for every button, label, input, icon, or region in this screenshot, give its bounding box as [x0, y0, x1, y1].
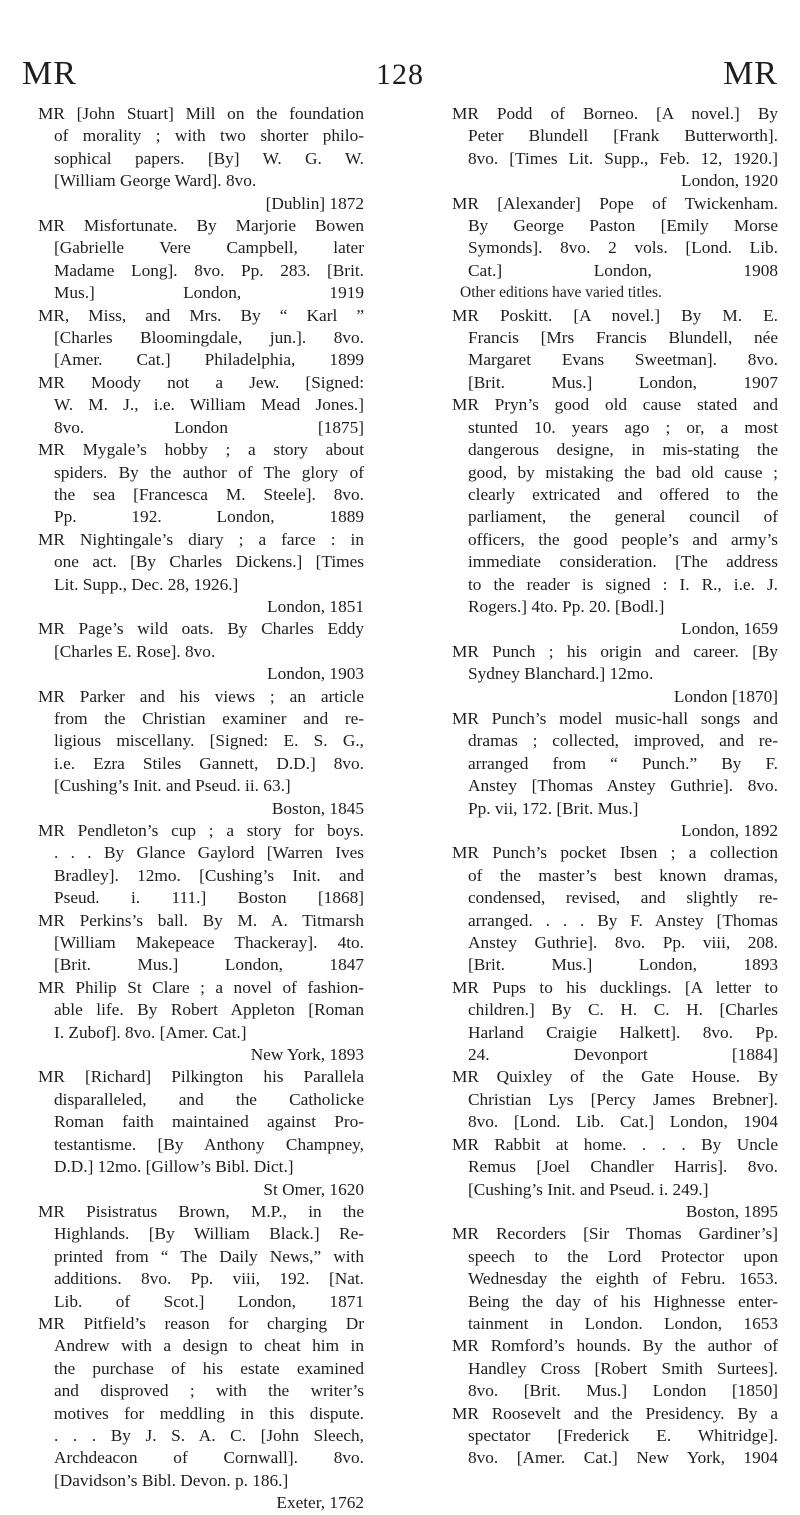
entry-line: Francis [Mrs Francis Blundell, née	[468, 328, 778, 348]
entry-line: [William Makepeace Thackeray]. 4to.	[54, 933, 364, 953]
entry-line: [Cushing’s Init. and Pseud. ii. 63.]	[54, 776, 291, 796]
bibliography-entry	[452, 193, 778, 305]
entry-line: from the Christian examiner and re-	[54, 708, 364, 728]
bibliography-entry	[38, 103, 364, 215]
entry-line: [Davidson’s Bibl. Devon. p. 186.]	[54, 1470, 289, 1490]
entry-note: Other editions have varied titles.	[460, 284, 662, 302]
entry-line: spectator [Frederick E. Whitridge].	[468, 1425, 778, 1445]
entry-line: arranged from “ Punch.” By F.	[468, 753, 778, 773]
entry-line: additions. 8vo. Pp. viii, 192. [Nat.	[54, 1269, 364, 1289]
entry-line: By George Paston [Emily Morse	[468, 216, 778, 236]
entry-line: MR Quixley of the Gate House. By	[452, 1067, 778, 1087]
entry-line: [Amer. Cat.] Philadelphia, 1899	[54, 350, 364, 370]
entry-line: condensed, revised, and slightly re-	[468, 888, 778, 908]
entry-line: [Cushing’s Init. and Pseud. i. 249.]	[468, 1179, 709, 1199]
bibliography-entry	[38, 215, 364, 305]
bibliography-entry	[452, 1066, 778, 1133]
entry-line: disparalleled, and the Catholicke	[54, 1089, 364, 1109]
entry-line: London [1870]	[673, 686, 778, 706]
entry-line: Boston, 1845	[271, 798, 364, 818]
entry-line: MR [John Stuart] Mill on the foundation	[38, 104, 364, 123]
entry-line: Harland Craigie Halkett]. 8vo. Pp.	[468, 1022, 778, 1042]
entry-line: MR Podd of Borneo. [A novel.] By	[452, 104, 778, 123]
entry-line: London, 1892	[681, 821, 778, 840]
entry-line: good, by mistaking the bad old cause ;	[468, 462, 778, 482]
bibliography-entry	[38, 372, 364, 439]
entry-line: London, 1903	[267, 664, 364, 684]
entry-line: MR Pryn’s good old cause stated and	[452, 395, 778, 415]
entry-line: 8vo. [Amer. Cat.] New York, 1904	[468, 1448, 778, 1468]
entry-line: able life. By Robert Appleton [Roman	[54, 1000, 364, 1020]
entry-line: of the master’s best known dramas,	[468, 865, 778, 885]
bibliography-entry	[38, 910, 364, 977]
bibliography-entry	[38, 529, 364, 619]
entry-line: MR Poskitt. [A novel.] By M. E.	[452, 305, 778, 325]
entry-line: London, 1920	[681, 171, 778, 191]
entry-line: and disproved ; with the writer’s	[54, 1381, 364, 1401]
entry-line: Handley Cross [Robert Smith Surtees].	[468, 1358, 778, 1378]
entry-line: D.D.] 12mo. [Gillow’s Bibl. Dict.]	[54, 1157, 294, 1177]
header-right-word: MR	[723, 55, 778, 92]
entry-line: [Brit. Mus.] London, 1907	[468, 372, 778, 392]
entry-line: Archdeacon of Cornwall]. 8vo.	[54, 1448, 364, 1468]
entry-line: MR Nightingale’s diary ; a farce : in	[38, 529, 364, 549]
entry-line: [Brit. Mus.] London, 1847	[54, 955, 364, 975]
entry-line: [Charles Bloomingdale, jun.]. 8vo.	[54, 328, 364, 348]
entry-line: MR [Richard] Pilkington his Parallela	[38, 1067, 364, 1087]
entry-line: MR Philip St Clare ; a novel of fashion-	[38, 977, 364, 997]
entry-line: motives for meddling in this dispute.	[54, 1403, 364, 1423]
entry-line: Remus [Joel Chandler Harris]. 8vo.	[468, 1157, 778, 1177]
entry-line: Pp. 192. London, 1889	[54, 507, 364, 527]
bibliography-entry	[38, 686, 364, 820]
entry-line: MR Punch’s model music-hall songs and	[452, 708, 778, 728]
entry-line: Lit. Supp., Dec. 28, 1926.]	[54, 574, 239, 594]
entry-line: dangerous designe, in mis-stating the	[468, 440, 778, 460]
entry-line: MR Rabbit at home. . . . By Uncle	[452, 1134, 778, 1154]
entry-line: [Dublin] 1872	[265, 193, 364, 213]
entry-line: of morality ; with two shorter philo-	[54, 126, 364, 146]
bibliography-entry	[38, 618, 364, 685]
entry-line: dramas ; collected, improved, and re-	[468, 731, 778, 751]
entry-line: one act. [By Charles Dickens.] [Times	[54, 552, 364, 572]
right-column	[452, 103, 778, 1470]
entry-line: MR Moody not a Jew. [Signed:	[38, 372, 364, 392]
entry-line: London, 1851	[267, 596, 364, 616]
entry-line: to the reader is signed : I. R., i.e. J.	[468, 574, 778, 594]
entry-line: Madame Long]. 8vo. Pp. 283. [Brit.	[54, 260, 364, 280]
bibliography-entry	[452, 103, 778, 193]
entry-line: St Omer, 1620	[263, 1179, 364, 1199]
bibliography-entry	[452, 1403, 778, 1470]
bibliography-entry	[452, 641, 778, 708]
bibliography-entry	[38, 439, 364, 529]
bibliography-entry	[452, 305, 778, 395]
entry-line: MR Mygale’s hobby ; a story about	[38, 440, 364, 460]
entry-line: Andrew with a design to cheat him in	[54, 1336, 364, 1356]
left-column	[38, 103, 364, 1515]
entry-line: Mus.] London, 1919	[54, 283, 364, 303]
entry-line: I. Zubof]. 8vo. [Amer. Cat.]	[54, 1022, 247, 1042]
entry-line: Christian Lys [Percy James Brebner].	[468, 1089, 778, 1109]
bibliography-entry	[452, 708, 778, 842]
bibliography-entry	[38, 820, 364, 910]
entry-line: [Gabrielle Vere Campbell, later	[54, 238, 364, 258]
entry-line: sophical papers. [By] W. G. W.	[54, 148, 364, 168]
entry-line: . . . By J. S. A. C. [John Sleech,	[54, 1425, 364, 1445]
entry-line: spiders. By the author of The glory of	[54, 462, 364, 482]
bibliography-entry	[38, 1066, 364, 1200]
entry-line: W. M. J., i.e. William Mead Jones.]	[54, 395, 364, 415]
entry-line: Peter Blundell [Frank Butterworth].	[468, 126, 778, 146]
entry-line: [William George Ward]. 8vo.	[54, 171, 257, 191]
entry-line: MR, Miss, and Mrs. By “ Karl ”	[38, 305, 364, 325]
entry-line: MR Misfortunate. By Marjorie Bowen	[38, 216, 364, 236]
bibliography-entry	[38, 1313, 364, 1515]
entry-line: MR Romford’s hounds. By the author of	[452, 1336, 778, 1356]
entry-line: MR Page’s wild oats. By Charles Eddy	[38, 619, 364, 639]
bibliography-entry	[452, 394, 778, 640]
entry-line: MR Punch’s pocket Ibsen ; a collection	[452, 843, 778, 863]
entry-line: ligious miscellany. [Signed: E. S. G.,	[54, 731, 364, 751]
bibliography-entry	[452, 1223, 778, 1335]
header-left-word: MR	[22, 55, 77, 92]
entry-line: 8vo. [Lond. Lib. Cat.] London, 1904	[468, 1112, 778, 1132]
entry-line: MR Pisistratus Brown, M.P., in the	[38, 1201, 364, 1221]
entry-line: i.e. Ezra Stiles Gannett, D.D.] 8vo.	[54, 753, 364, 773]
entry-line: tainment in London. London, 1653	[468, 1313, 778, 1333]
entry-line: Roman faith maintained against Pro-	[54, 1112, 364, 1132]
entry-line: Pseud. i. 111.] Boston [1868]	[54, 888, 364, 908]
entry-line: testantisme. [By Anthony Champney,	[54, 1134, 364, 1154]
bibliography-entry	[452, 977, 778, 1067]
bibliography-entry	[38, 977, 364, 1067]
entry-line: MR [Alexander] Pope of Twickenham.	[452, 193, 778, 213]
entry-line: London, 1659	[681, 619, 778, 639]
entry-line: MR Pups to his ducklings. [A letter to	[452, 977, 778, 997]
entry-line: Exeter, 1762	[276, 1493, 364, 1513]
entry-line: Being the day of his Highnesse enter-	[468, 1291, 778, 1311]
entry-line: Pp. vii, 172. [Brit. Mus.]	[468, 798, 639, 818]
entry-line: MR Pendleton’s cup ; a story for boys.	[38, 821, 364, 840]
entry-line: Margaret Evans Sweetman]. 8vo.	[468, 350, 778, 370]
entry-line: 24. Devonport [1884]	[468, 1045, 778, 1065]
bibliography-entry	[452, 1335, 778, 1402]
entry-line: Lib. of Scot.] London, 1871	[54, 1291, 364, 1311]
entry-line: the sea [Francesca M. Steele]. 8vo.	[54, 484, 364, 504]
bibliography-entry	[452, 842, 778, 976]
entry-line: 8vo. London [1875]	[54, 417, 364, 437]
entry-line: Highlands. [By William Black.] Re-	[54, 1224, 364, 1244]
entry-line: [Charles E. Rose]. 8vo.	[54, 641, 216, 661]
entry-line: Anstey Guthrie]. 8vo. Pp. viii, 208.	[468, 933, 778, 953]
entry-line: Cat.] London, 1908	[468, 260, 778, 280]
entry-line: MR Recorders [Sir Thomas Gardiner’s]	[452, 1224, 778, 1244]
entry-line: Boston, 1895	[685, 1201, 778, 1221]
entry-line: clearly extricated and offered to the	[468, 484, 778, 504]
entry-line: Anstey [Thomas Anstey Guthrie]. 8vo.	[468, 776, 778, 796]
entry-line: MR Perkins’s ball. By M. A. Titmarsh	[38, 910, 364, 930]
entry-line: parliament, the general council of	[468, 507, 778, 527]
entry-line: the purchase of his estate examined	[54, 1358, 364, 1378]
bibliography-entry	[452, 1134, 778, 1224]
entry-line: children.] By C. H. C. H. [Charles	[468, 1000, 778, 1020]
page-number: 128	[376, 58, 424, 91]
entry-line: arranged. . . . By F. Anstey [Thomas	[468, 910, 778, 930]
entry-line: MR Roosevelt and the Presidency. By a	[452, 1403, 778, 1423]
entry-line: officers, the good people’s and army’s	[468, 529, 778, 549]
entry-line: Symonds]. 8vo. 2 vols. [Lond. Lib.	[468, 238, 778, 258]
entry-line: Bradley]. 12mo. [Cushing’s Init. and	[54, 865, 364, 885]
entry-line: Rogers.] 4to. Pp. 20. [Bodl.]	[468, 596, 665, 616]
bibliography-entry	[38, 1201, 364, 1313]
entry-line: [Brit. Mus.] London, 1893	[468, 955, 778, 975]
entry-line: Sydney Blanchard.] 12mo.	[468, 664, 654, 684]
bibliography-entry	[38, 305, 364, 372]
entry-line: 8vo. [Brit. Mus.] London [1850]	[468, 1381, 778, 1401]
entry-line: MR Pitfield’s reason for charging Dr	[38, 1313, 364, 1333]
entry-line: immediate consideration. [The address	[468, 552, 778, 572]
entry-line: speech to the Lord Protector upon	[468, 1246, 778, 1266]
entry-line: MR Parker and his views ; an article	[38, 686, 364, 706]
entry-line: . . . By Glance Gaylord [Warren Ives	[54, 843, 364, 863]
entry-line: Wednesday the eighth of Febru. 1653.	[468, 1269, 778, 1289]
entry-line: printed from “ The Daily News,” with	[54, 1246, 364, 1266]
entry-line: 8vo. [Times Lit. Supp., Feb. 12, 1920.]	[468, 148, 778, 168]
entry-line: New York, 1893	[250, 1045, 364, 1065]
entry-line: stunted 10. years ago ; or, a most	[468, 417, 778, 437]
entry-line: MR Punch ; his origin and career. [By	[452, 641, 778, 661]
running-header	[0, 55, 800, 95]
